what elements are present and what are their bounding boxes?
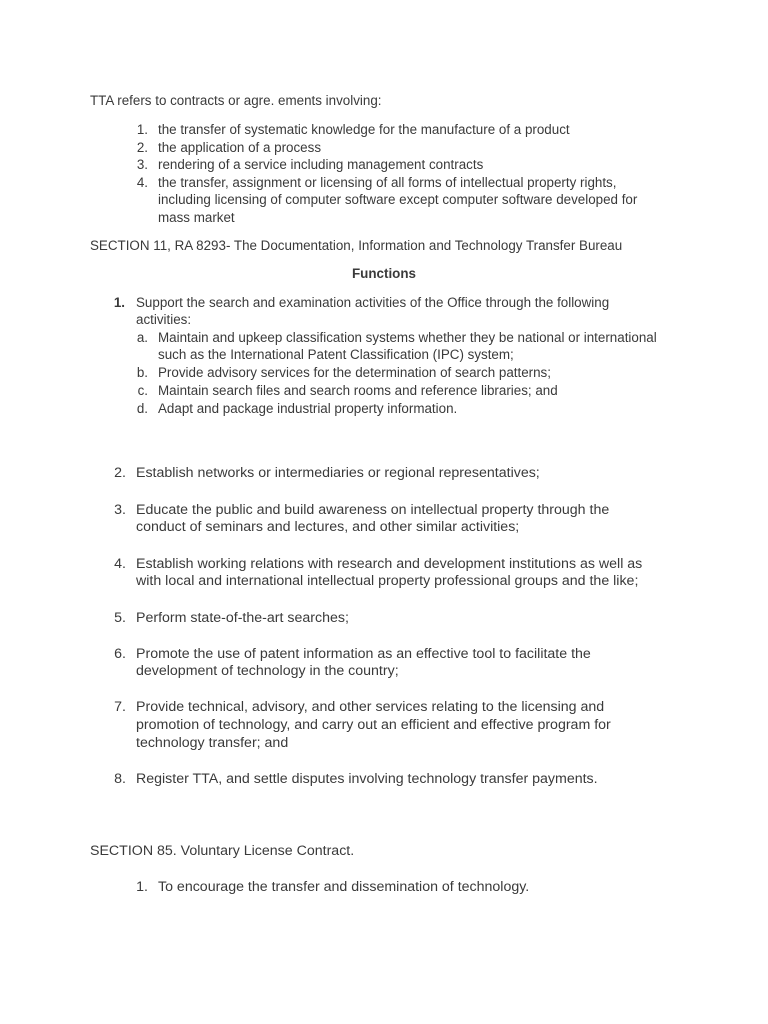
function-2-text: Establish networks or intermediaries or regional representatives;: [136, 465, 540, 481]
intro-text: TTA refers to contracts or agre. ements involving:: [90, 93, 382, 108]
subitem-a-letter: a.: [136, 330, 148, 345]
intro-item-2-number: 2.: [136, 140, 148, 155]
intro-item-4-text-line2: including licensing of computer software except computer software developed for: [158, 192, 638, 207]
section85-heading: SECTION 85. Voluntary License Contract.: [90, 843, 355, 859]
subitem-d-text: Adapt and package industrial property information.: [158, 401, 458, 416]
function-7-text-line3: technology transfer; and: [136, 735, 289, 751]
function-1-text-line2: activities:: [136, 312, 192, 327]
section11-heading: SECTION 11, RA 8293- The Documentation, Information and Technology Transfer Bureau: [90, 238, 623, 253]
subitem-b-text: Provide advisory services for the determination of search patterns;: [158, 365, 551, 380]
intro-item-4-text-line3: mass market: [158, 210, 235, 225]
function-3-number: 3.: [114, 502, 126, 518]
function-4-number: 4.: [114, 556, 126, 572]
function-8-text: Register TTA, and settle disputes involving technology transfer payments.: [136, 771, 598, 787]
subitem-c-text: Maintain search files and search rooms and reference libraries; and: [158, 383, 558, 398]
subitem-a-text-line2: such as the International Patent Classification (IPC) system;: [158, 347, 514, 362]
functions-title: Functions: [352, 266, 416, 281]
intro-item-1-number: 1.: [136, 122, 148, 137]
function-7-text-line1: Provide technical, advisory, and other services relating to the licensing and: [136, 699, 605, 715]
function-5-text: Perform state-of-the-art searches;: [136, 610, 349, 626]
intro-item-3-text: rendering of a service including management contracts: [158, 157, 484, 172]
function-1-number: 1.: [113, 295, 125, 310]
function-8-number: 8.: [114, 771, 126, 787]
function-6-text-line2: development of technology in the country;: [136, 663, 399, 679]
function-4-text-line1: Establish working relations with research and development institutions as well as: [136, 556, 643, 572]
subitem-d-letter: d.: [136, 401, 148, 416]
intro-item-1-text: the transfer of systematic knowledge for the manufacture of a product: [158, 122, 570, 137]
intro-item-4-text-line1: the transfer, assignment or licensing of all forms of intellectual property rights,: [158, 175, 617, 190]
intro-item-3-number: 3.: [136, 157, 148, 172]
intro-item-2-text: the application of a process: [158, 140, 322, 155]
section85-item-1-number: 1.: [136, 879, 148, 895]
function-5-number: 5.: [114, 610, 126, 626]
subitem-a-text-line1: Maintain and upkeep classification systems whether they be national or international: [158, 330, 657, 345]
subitem-b-letter: b.: [136, 365, 148, 380]
function-3-text-line1: Educate the public and build awareness on intellectual property through the: [136, 502, 610, 518]
section85-item-1-text: To encourage the transfer and dissemination of technology.: [158, 879, 530, 895]
intro-item-4-number: 4.: [136, 175, 148, 190]
function-1-text-line1: Support the search and examination activities of the Office through the following: [136, 295, 610, 310]
function-2-number: 2.: [114, 465, 126, 481]
function-7-number: 7.: [114, 699, 126, 715]
function-3-text-line2: conduct of seminars and lectures, and other similar activities;: [136, 519, 520, 535]
function-7-text-line2: promotion of technology, and carry out an efficient and effective program for: [136, 717, 611, 733]
function-6-number: 6.: [114, 646, 126, 662]
function-4-text-line2: with local and international intellectual property professional groups and the like;: [136, 573, 639, 589]
subitem-c-letter: c.: [137, 383, 148, 398]
function-6-text-line1: Promote the use of patent information as an effective tool to facilitate the: [136, 646, 591, 662]
